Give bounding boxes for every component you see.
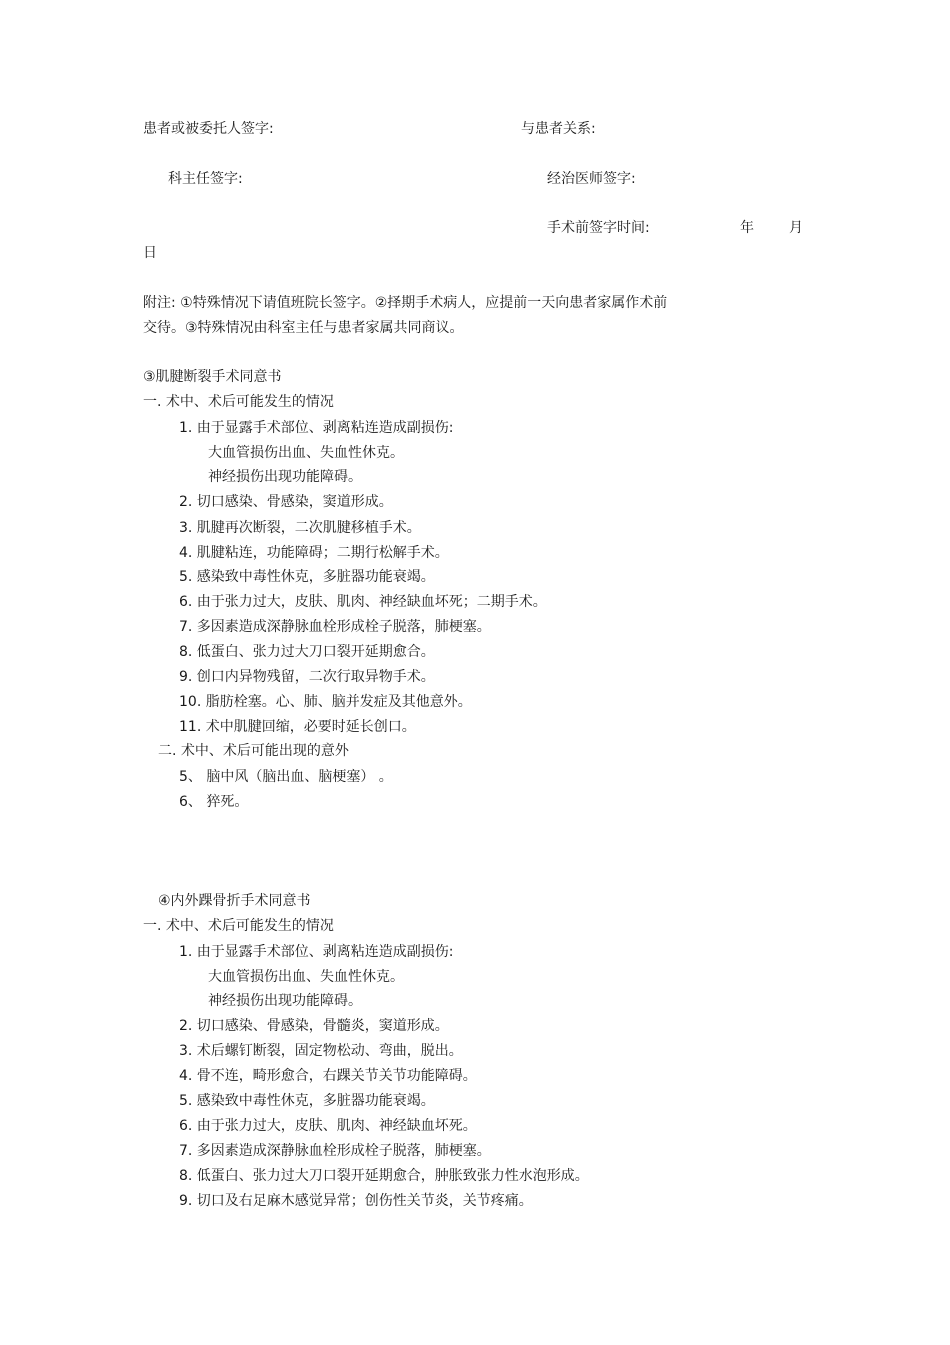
- section3-item: 11. 术中肌腱回缩，必要时延长创口。: [179, 719, 416, 735]
- year-label: 年: [740, 220, 754, 236]
- director-signature-label: 科主任签字:: [168, 171, 243, 187]
- section4-item: 7. 多因素造成深静脉血栓形成栓子脱落，肺梗塞。: [179, 1143, 491, 1159]
- section3-accident: 6、 猝死。: [179, 794, 249, 810]
- section4-item: 神经损伤出现功能障碍。: [208, 993, 362, 1009]
- section3-item: 7. 多因素造成深静脉血栓形成栓子脱落，肺梗塞。: [179, 619, 491, 635]
- section3-item: 神经损伤出现功能障碍。: [208, 469, 362, 485]
- section3-item: 8. 低蛋白、张力过大刀口裂开延期愈合。: [179, 644, 435, 660]
- patient-signature-label: 患者或被委托人签字:: [143, 121, 274, 137]
- relation-label: 与患者关系:: [521, 121, 596, 137]
- section3-item: 6. 由于张力过大，皮肤、肌肉、神经缺血坏死；二期手术。: [179, 594, 547, 610]
- section3-item: 大血管损伤出血、失血性休克。: [208, 445, 404, 461]
- section4-part1-heading: 一. 术中、术后可能发生的情况: [143, 918, 334, 934]
- section3-item: 1. 由于显露手术部位、剥离粘连造成副损伤:: [179, 420, 454, 436]
- section3-part2-heading: 二. 术中、术后可能出现的意外: [158, 743, 349, 759]
- day-label: 日: [143, 245, 157, 261]
- section4-item: 大血管损伤出血、失血性休克。: [208, 969, 404, 985]
- section3-title: ③肌腱断裂手术同意书: [143, 369, 282, 385]
- section3-item: 4. 肌腱粘连，功能障碍；二期行松解手术。: [179, 545, 449, 561]
- section3-item: 3. 肌腱再次断裂，二次肌腱移植手术。: [179, 520, 421, 536]
- section4-item: 8. 低蛋白、张力过大刀口裂开延期愈合，肿胀致张力性水泡形成。: [179, 1168, 589, 1184]
- section3-accident: 5、 脑中风（脑出血、脑梗塞） 。: [179, 769, 393, 785]
- month-label: 月: [789, 220, 803, 236]
- section4-item: 3. 术后螺钉断裂，固定物松动、弯曲，脱出。: [179, 1043, 463, 1059]
- section4-item: 1. 由于显露手术部位、剥离粘连造成副损伤:: [179, 944, 454, 960]
- section4-item: 9. 切口及右足麻木感觉异常；创伤性关节炎，关节疼痛。: [179, 1193, 533, 1209]
- signature-time-label: 手术前签字时间:: [547, 220, 650, 236]
- section3-item: 10. 脂肪栓塞。心、肺、脑并发症及其他意外。: [179, 694, 472, 710]
- section4-item: 6. 由于张力过大，皮肤、肌肉、神经缺血坏死。: [179, 1118, 477, 1134]
- section4-item: 2. 切口感染、骨感染，骨髓炎，窦道形成。: [179, 1018, 449, 1034]
- section3-item: 9. 创口内异物残留，二次行取异物手术。: [179, 669, 435, 685]
- section3-part1-heading: 一. 术中、术后可能发生的情况: [143, 394, 334, 410]
- section3-item: 5. 感染致中毒性休克，多脏器功能衰竭。: [179, 569, 435, 585]
- note-line-1: 附注: ①特殊情况下请值班院长签字。②择期手术病人，应提前一天向患者家属作术前: [143, 295, 668, 311]
- doctor-signature-label: 经治医师签字:: [547, 171, 636, 187]
- section4-item: 5. 感染致中毒性休克，多脏器功能衰竭。: [179, 1093, 435, 1109]
- section3-item: 2. 切口感染、骨感染，窦道形成。: [179, 494, 393, 510]
- section4-item: 4. 骨不连，畸形愈合，右踝关节关节功能障碍。: [179, 1068, 477, 1084]
- section4-title: ④内外踝骨折手术同意书: [158, 893, 311, 909]
- note-line-2: 交待。③特殊情况由科室主任与患者家属共同商议。: [143, 320, 464, 336]
